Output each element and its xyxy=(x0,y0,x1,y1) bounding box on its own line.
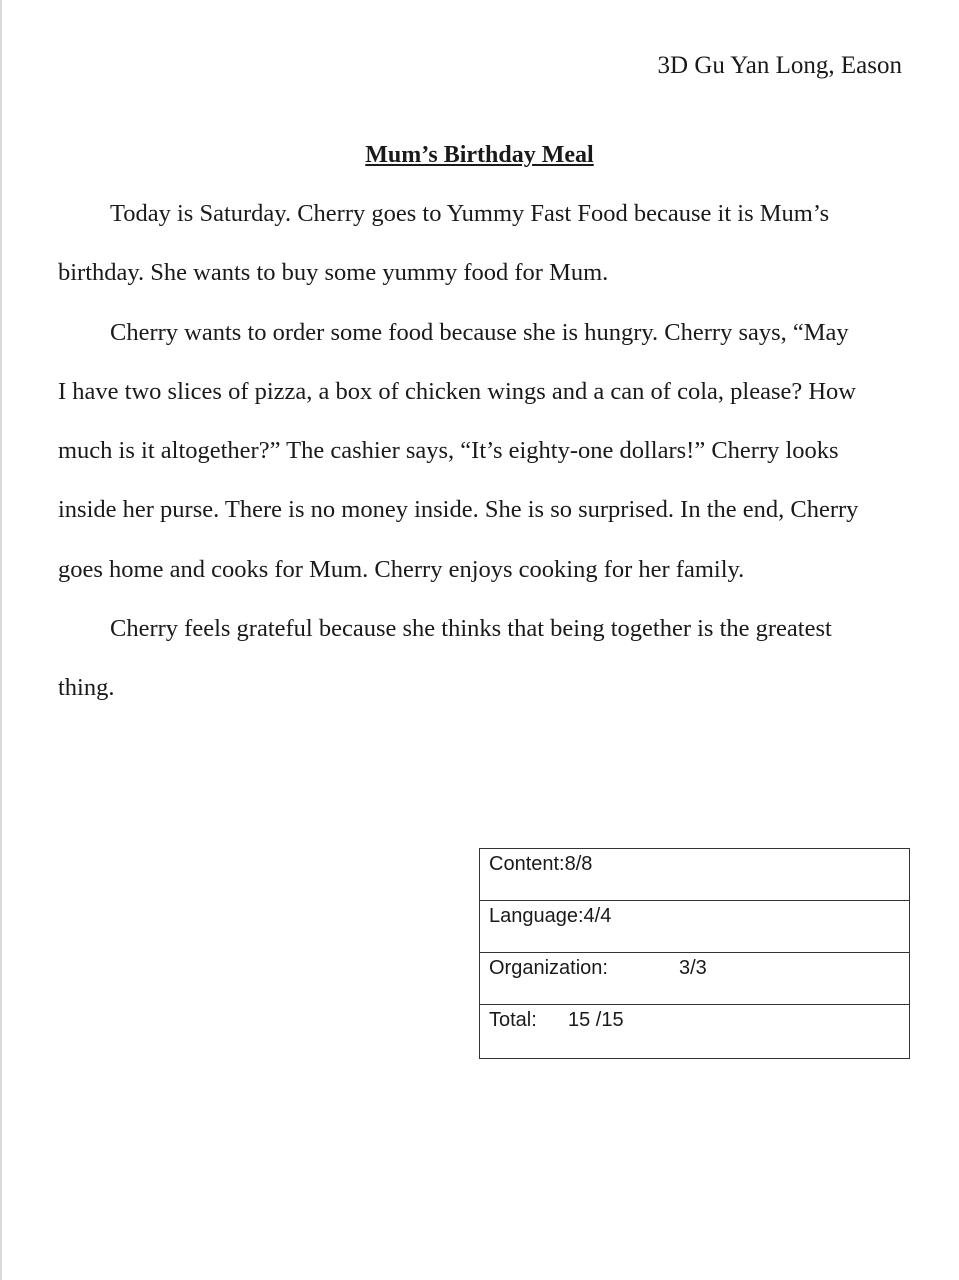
essay-line: goes home and cooks for Mum. Cherry enjoys cooking for her family. xyxy=(58,556,745,583)
essay-line: thing. xyxy=(58,674,115,701)
total-label: Total: xyxy=(489,1009,537,1031)
essay-line: Today is Saturday. Cherry goes to Yummy Fast Food because it is Mum’s xyxy=(110,200,830,227)
essay-line: Cherry feels grateful because she thinks that being together is the greatest xyxy=(110,615,832,642)
organization-label: Organization: xyxy=(489,957,608,979)
author-name: 3D Gu Yan Long, Eason xyxy=(657,52,902,79)
score-row-total xyxy=(480,1005,909,1058)
total-score: 15 /15 xyxy=(568,1009,624,1031)
page-edge xyxy=(0,0,2,1280)
organization-score: 3/3 xyxy=(679,957,707,979)
language-score: Language:4/4 xyxy=(489,905,612,927)
content-score: Content:8/8 xyxy=(489,853,593,875)
score-row-organization xyxy=(480,953,909,1005)
essay-line: inside her purse. There is no money inside. She is so surprised. In the end, Cherry xyxy=(58,496,859,523)
score-row-content xyxy=(480,849,909,901)
score-row-language xyxy=(480,901,909,953)
essay-line: much is it altogether?” The cashier says, “It’s eighty-one dollars!” Cherry looks xyxy=(58,437,839,464)
essay-line: Cherry wants to order some food because she is hungry. Cherry says, “May xyxy=(110,319,849,346)
score-table xyxy=(479,848,910,1059)
essay-line: birthday. She wants to buy some yummy food for Mum. xyxy=(58,259,609,286)
essay-line: I have two slices of pizza, a box of chicken wings and a can of cola, please? How xyxy=(58,378,856,405)
essay-title: Mum’s Birthday Meal xyxy=(365,142,594,168)
